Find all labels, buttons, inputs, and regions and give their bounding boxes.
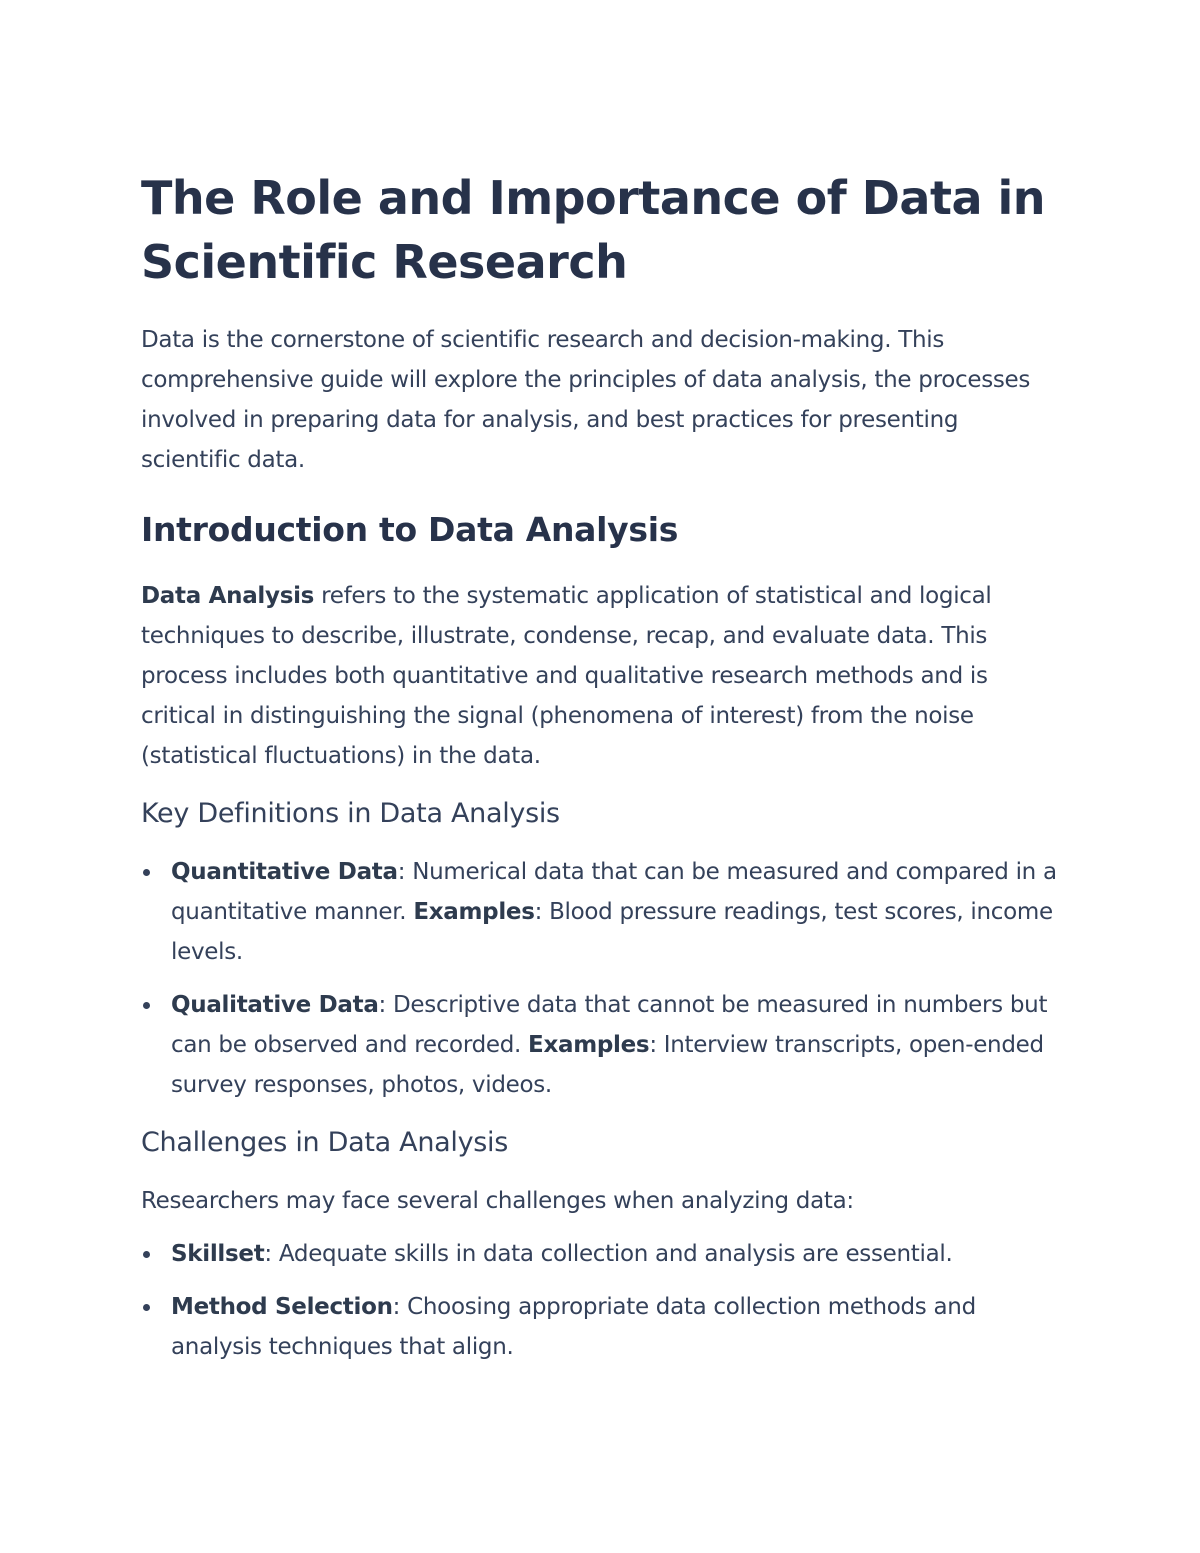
data-analysis-text: refers to the systematic application of statistical and logical techniques to describe, illustrate, condense, recap, and evaluate data. This process includes both quantitative and qualitative research methods and is critical in distinguishing the signal (phenomena of interest) from the noise (statistical fluctuations) in the data.: [141, 583, 992, 769]
intro-paragraph: Data is the cornerstone of scientific research and decision-making. This comprehensive guide will explore the principles of data analysis, the processes involved in preparing data for analysis, and best practices for presenting scientific data.: [141, 327, 1031, 473]
subheading-challenges: Challenges in Data Analysis: [141, 1127, 509, 1158]
definition-text: : Descriptive data that cannot be measured in numbers but can be observed and recorded.: [171, 992, 1048, 1058]
bullet-icon: [143, 1002, 150, 1009]
definition-term: Qualitative Data: [171, 992, 379, 1018]
challenges-lead: Researchers may face several challenges when analyzing data:: [141, 1188, 854, 1214]
subheading-key-definitions: Key Definitions in Data Analysis: [141, 798, 560, 829]
data-analysis-term: Data Analysis: [141, 583, 315, 609]
examples-text: : Blood pressure readings, test scores, income levels.: [171, 899, 1053, 965]
list-item: [141, 985, 1059, 1105]
data-analysis-paragraph: [141, 576, 1059, 776]
examples-label: Examples: [528, 1032, 650, 1058]
examples-label: Examples: [413, 899, 535, 925]
bullet-icon: [143, 869, 150, 876]
challenge-text: : Adequate skills in data collection and analysis are essential.: [264, 1241, 953, 1267]
bullet-icon: [143, 1304, 150, 1311]
examples-text: : Interview transcripts, open-ended survey responses, photos, videos.: [171, 1032, 1044, 1098]
document-title: The Role and Importance of Data in Scientific Research: [141, 171, 1046, 289]
challenge-text: : Choosing appropriate data collection methods and analysis techniques that align.: [171, 1294, 976, 1360]
challenge-term: Method Selection: [171, 1294, 393, 1320]
list-item: [141, 1234, 1059, 1274]
section-heading-introduction: Introduction to Data Analysis: [141, 510, 679, 549]
definition-text: : Numerical data that can be measured and compared in a quantitative manner.: [171, 859, 1057, 925]
list-item: [141, 1287, 1059, 1367]
definitions-list: [141, 852, 1059, 1105]
bullet-icon: [143, 1251, 150, 1258]
challenges-list: [141, 1234, 1059, 1367]
list-item: [141, 852, 1059, 972]
definition-term: Quantitative Data: [171, 859, 398, 885]
challenge-term: Skillset: [171, 1241, 265, 1267]
